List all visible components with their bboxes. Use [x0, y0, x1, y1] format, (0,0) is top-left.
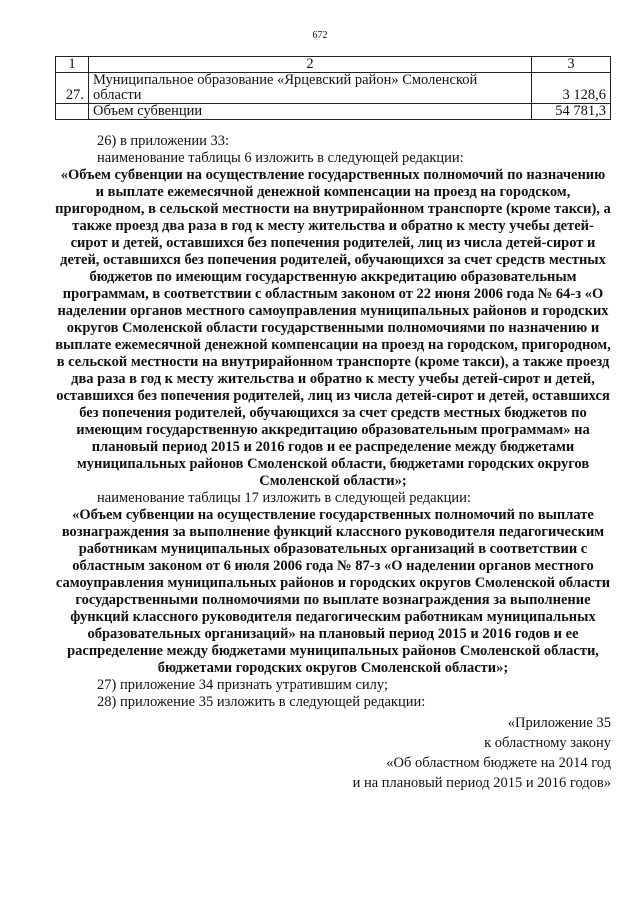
budget-table — [55, 56, 611, 120]
appendix-line: и на плановый период 2015 и 2016 годов» — [352, 775, 611, 791]
header-col-1: 1 — [56, 57, 89, 73]
row-value: 54 781,3 — [532, 104, 611, 120]
table-total-row — [56, 104, 611, 120]
row-name: Объем субвенции — [89, 104, 532, 120]
row-value: 3 128,6 — [532, 73, 611, 104]
appendix-line: «Об областном бюджете на 2014 год — [386, 755, 611, 771]
table-6-title: «Объем субвенции на осуществление государственных полномочий по назначению и выплате ежемесячной денежной компенсации на проезд на городском, пригородном, в сельской местности на внутрирайонном транспорте (кроме такси), а также проезд два раза в год к месту жительства и обратно к месту учебы детей-сирот и детей, оставшихся без попечения родителей, лиц из числа детей-сирот и детей, оставшихся без попечения родителей, обучающихся за счет средств местных бюджетов по имеющим государственную аккредитацию образовательным программам, в соответствии с областным законом от 22 июня 2006 года № 64-з «О наделении органов местного самоуправления муниципальных районов и городских округов Смоленской области государственными полномочиями по назначению и выплате ежемесячной денежной компенсации на проезд на городском, пригородном, в сельской местности на внутрирайонном транспорте (кроме такси), а также проезд два раза в год к месту жительства и обратно к месту учебы детей-сирот и детей, оставшихся без попечения родителей, лиц из числа детей-сирот и детей, оставшихся без попечения родителей, обучающихся за счет средств местных бюджетов по имеющим государственную аккредитацию образовательным программам» на плановый период 2015 и 2016 годов и ее распределение между бюджетами муниципальных районов Смоленской области, бюджетами городских округов Смоленской области»; — [55, 167, 611, 489]
page-number: 672 — [312, 30, 328, 41]
paragraph-item-26: 26) в приложении 33: — [97, 133, 230, 149]
table-row — [56, 73, 611, 104]
header-col-2: 2 — [89, 57, 532, 73]
row-number: 27. — [56, 73, 89, 104]
paragraph-item-28: 28) приложение 35 изложить в следующей редакции: — [97, 694, 426, 710]
appendix-header — [55, 713, 611, 793]
header-col-3: 3 — [532, 57, 611, 73]
paragraph-item-27: 27) приложение 34 признать утратившим силу; — [97, 677, 388, 693]
row-number — [56, 104, 89, 120]
paragraph-table-6-intro: наименование таблицы 6 изложить в следующей редакции: — [97, 150, 464, 166]
row-name: Муниципальное образование «Ярцевский район» Смоленской области — [89, 73, 532, 104]
appendix-line: к областному закону — [484, 735, 611, 751]
appendix-line: «Приложение 35 — [507, 715, 611, 731]
table-header-row — [56, 57, 611, 73]
table-17-title: «Объем субвенции на осуществление государственных полномочий по выплате вознаграждения за выполнение функций классного руководителя педагогическим работникам муниципальных образовательных организаций в соответствии с областным законом от 6 июля 2006 года № 87-з «О наделении органов местного самоуправления муниципальных районов и городских округов Смоленской области государственными полномочиями по выплате вознаграждения за выполнение функций классного руководителя педагогическим работникам муниципальных образовательных организаций» на плановый период 2015 и 2016 годов и ее распределение между бюджетами муниципальных районов Смоленской области, бюджетами городских округов Смоленской области»; — [55, 507, 611, 676]
document-body — [55, 133, 611, 793]
paragraph-table-17-intro: наименование таблицы 17 изложить в следующей редакции: — [97, 490, 471, 506]
